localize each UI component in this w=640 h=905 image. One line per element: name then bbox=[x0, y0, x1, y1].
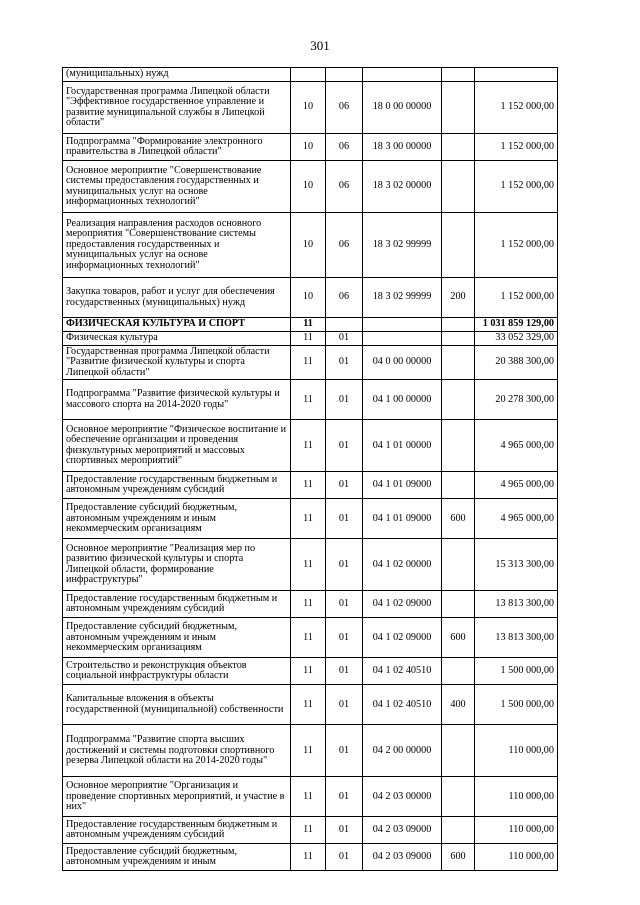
table-row bbox=[63, 161, 558, 213]
subsection-code-cell: 01 bbox=[326, 380, 363, 420]
amount-cell: 33 052 329,00 bbox=[475, 332, 558, 346]
table-row bbox=[63, 380, 558, 420]
amount-cell: 110 000,00 bbox=[475, 844, 558, 871]
table-row bbox=[63, 318, 558, 332]
item-name-cell: Строительство и реконструкция объектов социальной инфраструктуры области bbox=[63, 658, 291, 685]
item-name-cell: Основное мероприятие "Физическое воспитание и обеспечение организации и проведения физкультурных мероприятий и массовых спортивных мероприятий" bbox=[63, 420, 291, 472]
amount-cell: 20 388 300,00 bbox=[475, 346, 558, 380]
target-article-code-cell: 04 2 03 09000 bbox=[363, 817, 442, 844]
budget-table bbox=[62, 67, 558, 871]
target-article-code-cell: 04 0 00 00000 bbox=[363, 346, 442, 380]
target-article-code-cell bbox=[363, 318, 442, 332]
amount-cell: 4 965 000,00 bbox=[475, 472, 558, 499]
section-code-cell: 10 bbox=[291, 278, 326, 318]
expense-type-code-cell bbox=[442, 161, 475, 213]
table-row bbox=[63, 278, 558, 318]
table-row bbox=[63, 817, 558, 844]
item-name-cell: Предоставление государственным бюджетным и автономным учреждениям субсидий bbox=[63, 817, 291, 844]
subsection-code-cell: 06 bbox=[326, 82, 363, 134]
target-article-code-cell: 04 1 02 40510 bbox=[363, 658, 442, 685]
table-row bbox=[63, 658, 558, 685]
subsection-code-cell: 01 bbox=[326, 420, 363, 472]
item-name-cell: Реализация направления расходов основного мероприятия "Совершенствование системы предоставления государственных и муниципальных услуг на основе информационных технологий" bbox=[63, 213, 291, 278]
section-code-cell: 11 bbox=[291, 844, 326, 871]
item-name-cell: Предоставление субсидий бюджетным, автономным учреждениям и иным некоммерческим организациям bbox=[63, 618, 291, 658]
expense-type-code-cell bbox=[442, 539, 475, 591]
target-article-code-cell bbox=[363, 68, 442, 82]
target-article-code-cell: 04 1 02 40510 bbox=[363, 685, 442, 725]
subsection-code-cell: 01 bbox=[326, 332, 363, 346]
subsection-code-cell: 01 bbox=[326, 591, 363, 618]
subsection-code-cell: 01 bbox=[326, 539, 363, 591]
subsection-code-cell: 01 bbox=[326, 499, 363, 539]
section-code-cell bbox=[291, 68, 326, 82]
amount-cell: 13 813 300,00 bbox=[475, 591, 558, 618]
item-name-cell: Капитальные вложения в объекты государственной (муниципальной) собственности bbox=[63, 685, 291, 725]
subsection-code-cell bbox=[326, 318, 363, 332]
item-name-cell: Предоставление государственным бюджетным и автономным учреждениям субсидий bbox=[63, 591, 291, 618]
item-name-cell: Закупка товаров, работ и услуг для обеспечения государственных (муниципальных) нужд bbox=[63, 278, 291, 318]
expense-type-code-cell: 200 bbox=[442, 278, 475, 318]
target-article-code-cell: 04 2 03 09000 bbox=[363, 844, 442, 871]
subsection-code-cell: 01 bbox=[326, 817, 363, 844]
table-row bbox=[63, 134, 558, 161]
section-code-cell: 11 bbox=[291, 658, 326, 685]
amount-cell: 1 500 000,00 bbox=[475, 658, 558, 685]
section-code-cell: 11 bbox=[291, 618, 326, 658]
expense-type-code-cell bbox=[442, 82, 475, 134]
section-code-cell: 10 bbox=[291, 161, 326, 213]
amount-cell: 1 031 859 129,00 bbox=[475, 318, 558, 332]
expense-type-code-cell bbox=[442, 725, 475, 777]
table-row bbox=[63, 777, 558, 817]
subsection-code-cell: 01 bbox=[326, 685, 363, 725]
item-name-cell: Предоставление государственным бюджетным и автономным учреждениям субсидий bbox=[63, 472, 291, 499]
item-name-cell: Основное мероприятие "Совершенствование системы предоставления государственных и муниципальных услуг на основе информационных технологий" bbox=[63, 161, 291, 213]
page-number: 301 bbox=[310, 38, 330, 53]
subsection-code-cell: 06 bbox=[326, 213, 363, 278]
item-name-cell: Государственная программа Липецкой области "Развитие физической культуры и спорта Липецкой области" bbox=[63, 346, 291, 380]
table-row bbox=[63, 213, 558, 278]
expense-type-code-cell bbox=[442, 472, 475, 499]
table-row bbox=[63, 499, 558, 539]
item-name-cell: Предоставление субсидий бюджетным, автономным учреждениям и иным bbox=[63, 844, 291, 871]
amount-cell: 110 000,00 bbox=[475, 777, 558, 817]
amount-cell: 1 152 000,00 bbox=[475, 278, 558, 318]
table-row bbox=[63, 685, 558, 725]
section-code-cell: 11 bbox=[291, 591, 326, 618]
expense-type-code-cell bbox=[442, 134, 475, 161]
expense-type-code-cell bbox=[442, 420, 475, 472]
section-code-cell: 11 bbox=[291, 685, 326, 725]
item-name-cell: Подпрограмма "Развитие физической культуры и массового спорта на 2014-2020 годы" bbox=[63, 380, 291, 420]
table-row bbox=[63, 346, 558, 380]
target-article-code-cell: 18 0 00 00000 bbox=[363, 82, 442, 134]
section-code-cell: 11 bbox=[291, 318, 326, 332]
subsection-code-cell: 01 bbox=[326, 844, 363, 871]
subsection-code-cell: 01 bbox=[326, 618, 363, 658]
expense-type-code-cell bbox=[442, 777, 475, 817]
target-article-code-cell: 18 3 02 99999 bbox=[363, 278, 442, 318]
target-article-code-cell: 04 1 01 00000 bbox=[363, 420, 442, 472]
section-code-cell: 11 bbox=[291, 725, 326, 777]
amount-cell: 1 152 000,00 bbox=[475, 213, 558, 278]
section-code-cell: 11 bbox=[291, 499, 326, 539]
item-name-cell: Основное мероприятие "Реализация мер по развитию физической культуры и спорта Липецкой области, формирование инфраструктуры" bbox=[63, 539, 291, 591]
expense-type-code-cell bbox=[442, 380, 475, 420]
subsection-code-cell bbox=[326, 68, 363, 82]
target-article-code-cell: 04 1 02 09000 bbox=[363, 591, 442, 618]
section-code-cell: 11 bbox=[291, 420, 326, 472]
amount-cell bbox=[475, 68, 558, 82]
target-article-code-cell: 04 1 00 00000 bbox=[363, 380, 442, 420]
subsection-code-cell: 01 bbox=[326, 346, 363, 380]
target-article-code-cell: 18 3 02 99999 bbox=[363, 213, 442, 278]
subsection-code-cell: 01 bbox=[326, 725, 363, 777]
amount-cell: 1 152 000,00 bbox=[475, 161, 558, 213]
expense-type-code-cell bbox=[442, 346, 475, 380]
section-code-cell: 10 bbox=[291, 134, 326, 161]
amount-cell: 4 965 000,00 bbox=[475, 499, 558, 539]
expense-type-code-cell: 600 bbox=[442, 844, 475, 871]
section-code-cell: 11 bbox=[291, 332, 326, 346]
target-article-code-cell: 04 2 03 00000 bbox=[363, 777, 442, 817]
target-article-code-cell: 18 3 00 00000 bbox=[363, 134, 442, 161]
subsection-code-cell: 06 bbox=[326, 278, 363, 318]
target-article-code-cell: 04 1 02 00000 bbox=[363, 539, 442, 591]
budget-table-body bbox=[63, 68, 558, 871]
item-name-cell: Подпрограмма "Развитие спорта высших достижений и системы подготовки спортивного резерва Липецкой области на 2014-2020 годы" bbox=[63, 725, 291, 777]
expense-type-code-cell bbox=[442, 68, 475, 82]
item-name-cell: Подпрограмма "Формирование электронного правительства в Липецкой области" bbox=[63, 134, 291, 161]
table-row bbox=[63, 725, 558, 777]
item-name-cell: Предоставление субсидий бюджетным, автономным учреждениям и иным некоммерческим организациям bbox=[63, 499, 291, 539]
section-code-cell: 11 bbox=[291, 472, 326, 499]
table-row bbox=[63, 539, 558, 591]
section-code-cell: 11 bbox=[291, 539, 326, 591]
expense-type-code-cell bbox=[442, 213, 475, 278]
amount-cell: 1 152 000,00 bbox=[475, 134, 558, 161]
section-code-cell: 11 bbox=[291, 777, 326, 817]
target-article-code-cell: 04 1 01 09000 bbox=[363, 472, 442, 499]
table-row bbox=[63, 82, 558, 134]
item-name-cell: Физическая культура bbox=[63, 332, 291, 346]
expense-type-code-cell bbox=[442, 332, 475, 346]
expense-type-code-cell: 600 bbox=[442, 618, 475, 658]
subsection-code-cell: 06 bbox=[326, 161, 363, 213]
target-article-code-cell: 04 1 01 09000 bbox=[363, 499, 442, 539]
subsection-code-cell: 06 bbox=[326, 134, 363, 161]
section-code-cell: 11 bbox=[291, 380, 326, 420]
table-row bbox=[63, 68, 558, 82]
table-row bbox=[63, 332, 558, 346]
table-row bbox=[63, 420, 558, 472]
expense-type-code-cell bbox=[442, 817, 475, 844]
item-name-cell: Основное мероприятие "Организация и проведение спортивных мероприятий, и участие в них" bbox=[63, 777, 291, 817]
expense-type-code-cell bbox=[442, 318, 475, 332]
amount-cell: 110 000,00 bbox=[475, 725, 558, 777]
table-row bbox=[63, 844, 558, 871]
amount-cell: 4 965 000,00 bbox=[475, 420, 558, 472]
amount-cell: 110 000,00 bbox=[475, 817, 558, 844]
target-article-code-cell: 04 1 02 09000 bbox=[363, 618, 442, 658]
amount-cell: 13 813 300,00 bbox=[475, 618, 558, 658]
amount-cell: 20 278 300,00 bbox=[475, 380, 558, 420]
target-article-code-cell: 18 3 02 00000 bbox=[363, 161, 442, 213]
target-article-code-cell bbox=[363, 332, 442, 346]
amount-cell: 1 500 000,00 bbox=[475, 685, 558, 725]
section-code-cell: 10 bbox=[291, 82, 326, 134]
table-row bbox=[63, 472, 558, 499]
item-name-cell: (муниципальных) нужд bbox=[63, 68, 291, 82]
table-row bbox=[63, 591, 558, 618]
item-name-cell: ФИЗИЧЕСКАЯ КУЛЬТУРА И СПОРТ bbox=[63, 318, 291, 332]
subsection-code-cell: 01 bbox=[326, 658, 363, 685]
section-code-cell: 10 bbox=[291, 213, 326, 278]
section-code-cell: 11 bbox=[291, 817, 326, 844]
amount-cell: 15 313 300,00 bbox=[475, 539, 558, 591]
subsection-code-cell: 01 bbox=[326, 777, 363, 817]
section-code-cell: 11 bbox=[291, 346, 326, 380]
table-row bbox=[63, 618, 558, 658]
expense-type-code-cell bbox=[442, 658, 475, 685]
subsection-code-cell: 01 bbox=[326, 472, 363, 499]
expense-type-code-cell bbox=[442, 591, 475, 618]
expense-type-code-cell: 400 bbox=[442, 685, 475, 725]
target-article-code-cell: 04 2 00 00000 bbox=[363, 725, 442, 777]
amount-cell: 1 152 000,00 bbox=[475, 82, 558, 134]
item-name-cell: Государственная программа Липецкой области "Эффективное государственное управление и развитие муниципальной службы в Липецкой области" bbox=[63, 82, 291, 134]
expense-type-code-cell: 600 bbox=[442, 499, 475, 539]
